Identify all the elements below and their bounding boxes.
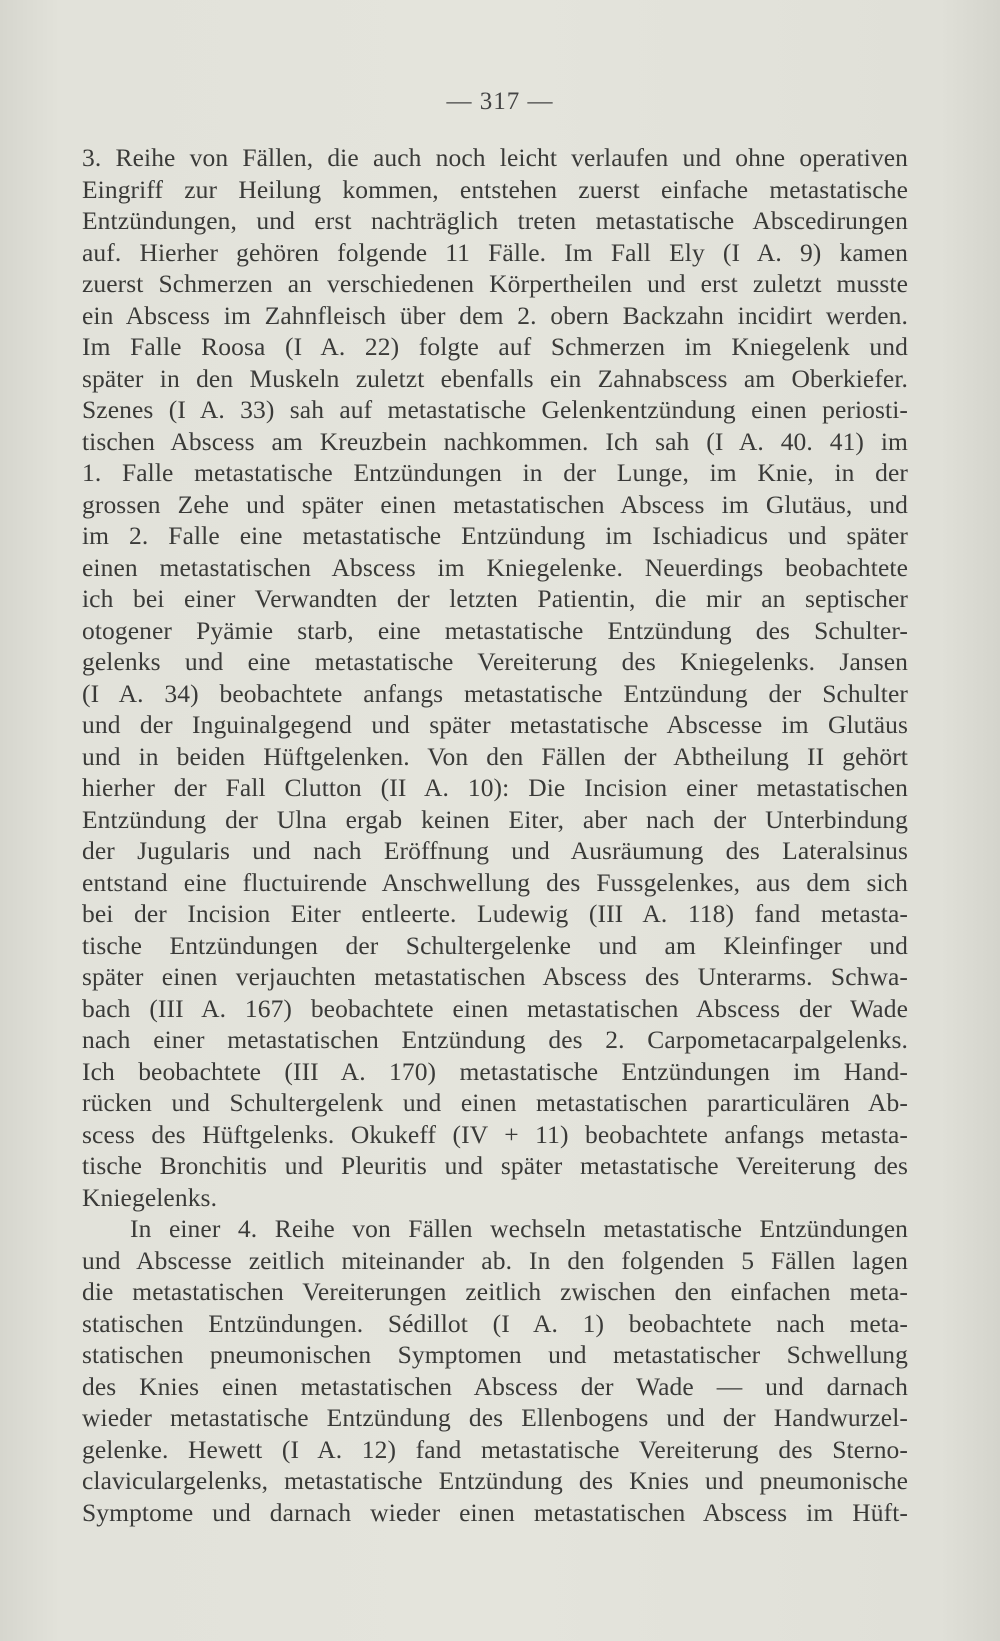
text-line: Entzündung der Ulna ergab keinen Eiter, aber nach der Unterbindung [82, 804, 908, 834]
text-line: Kniegelenks. [82, 1182, 218, 1212]
text-line: ich bei einer Verwandten der letzten Patientin, die mir an septischer [82, 584, 908, 613]
text-line: und der Inguinalgegend und später metastatische Abscesse im Glutäus [82, 710, 908, 739]
text-line: Im Falle Roosa (I A. 22) folgte auf Schmerzen im Kniegelenk und [82, 332, 908, 361]
text-line: später in den Muskeln zuletzt ebenfalls ein Zahnabscess am Oberkiefer. [82, 363, 908, 393]
text-line: grossen Zehe und später einen metastatischen Abscess im Glutäus, und [82, 489, 908, 519]
text-line: auf. Hierher gehören folgende 11 Fälle. Im Fall Ely (I A. 9) kamen [82, 237, 908, 267]
text-line: des Knies einen metastatischen Abscess der Wade — und darnach [82, 1371, 908, 1401]
text-line: 3. Reihe von Fällen, die auch noch leicht verlaufen und ohne operativen [82, 143, 908, 172]
text-line: im 2. Falle eine metastatische Entzündung im Ischiadicus und später [82, 521, 908, 550]
text-line: Entzündungen, und erst nachträglich treten metastatische Abscedirungen [82, 206, 908, 235]
text-line: (I A. 34) beobachtete anfangs metastatische Entzündung der Schulter [82, 678, 908, 708]
text-line: claviculargelenks, metastatische Entzündung des Knies und pneumonische [82, 1466, 908, 1495]
body-text [82, 142, 908, 1528]
text-line: bei der Incision Eiter entleerte. Ludewig (III A. 118) fand metasta- [82, 899, 908, 928]
text-line: statischen Entzündungen. Sédillot (I A. 1) beobachtete nach meta- [82, 1308, 908, 1338]
text-line: gelenks und eine metastatische Vereiterung des Kniegelenks. Jansen [82, 647, 908, 676]
text-line: der Jugularis und nach Eröffnung und Ausräumung des Lateralsinus [82, 836, 908, 865]
text-line: tischen Abscess am Kreuzbein nachkommen. Ich sah (I A. 40. 41) im [82, 426, 908, 456]
text-line: 1. Falle metastatische Entzündungen in der Lunge, im Knie, in der [82, 458, 908, 487]
text-line: ein Abscess im Zahnfleisch über dem 2. obern Backzahn incidirt werden. [82, 300, 908, 330]
text-line: Szenes (I A. 33) sah auf metastatische Gelenkentzündung einen periosti- [82, 395, 908, 424]
text-line: scess des Hüftgelenks. Okukeff (IV + 11) beobachtete anfangs metasta- [82, 1119, 908, 1149]
text-line: die metastatischen Vereiterungen zeitlich zwischen den einfachen meta- [82, 1277, 908, 1306]
text-line: nach einer metastatischen Entzündung des 2. Carpometacarpalgelenks. [82, 1025, 908, 1054]
text-line: Symptome und darnach wieder einen metastatischen Abscess im Hüft- [82, 1497, 908, 1527]
text-line: gelenke. Hewett (I A. 12) fand metastatische Vereiterung des Sterno- [82, 1434, 908, 1464]
text-line: tische Entzündungen der Schultergelenke und am Kleinfinger und [82, 930, 908, 960]
text-line: bach (III A. 167) beobachtete einen metastatischen Abscess der Wade [82, 993, 908, 1023]
text-line: Ich beobachtete (III A. 170) metastatische Entzündungen im Hand- [82, 1056, 908, 1086]
text-line: zuerst Schmerzen an verschiedenen Körpertheilen und erst zuletzt musste [82, 269, 908, 298]
text-line: Eingriff zur Heilung kommen, entstehen zuerst einfache metastatische [82, 174, 908, 204]
text-line: wieder metastatische Entzündung des Ellenbogens und der Handwurzel- [82, 1403, 908, 1432]
text-line: später einen verjauchten metastatischen Abscess des Unterarms. Schwa- [82, 962, 908, 991]
page-number: — 317 — [446, 88, 554, 115]
text-line: und in beiden Hüftgelenken. Von den Fällen der Abtheilung II gehört [82, 741, 908, 771]
text-line: einen metastatischen Abscess im Kniegelenke. Neuerdings beobachtete [82, 552, 908, 582]
text-line: hierher der Fall Clutton (II A. 10): Die Incision einer metastatischen [82, 773, 908, 802]
text-line: In einer 4. Reihe von Fällen wechseln metastatische Entzündungen [130, 1214, 908, 1243]
text-line: otogener Pyämie starb, eine metastatische Entzündung des Schulter- [82, 615, 908, 645]
text-line: und Abscesse zeitlich miteinander ab. In den folgenden 5 Fällen lagen [82, 1245, 908, 1275]
text-line: tische Bronchitis und Pleuritis und später metastatische Vereiterung des [82, 1151, 908, 1180]
text-line: rücken und Schultergelenk und einen metastatischen pararticulären Ab- [82, 1088, 908, 1117]
text-line: statischen pneumonischen Symptomen und metastatischer Schwellung [82, 1340, 908, 1369]
text-line: entstand eine fluctuirende Anschwellung des Fussgelenkes, aus dem sich [82, 867, 908, 897]
